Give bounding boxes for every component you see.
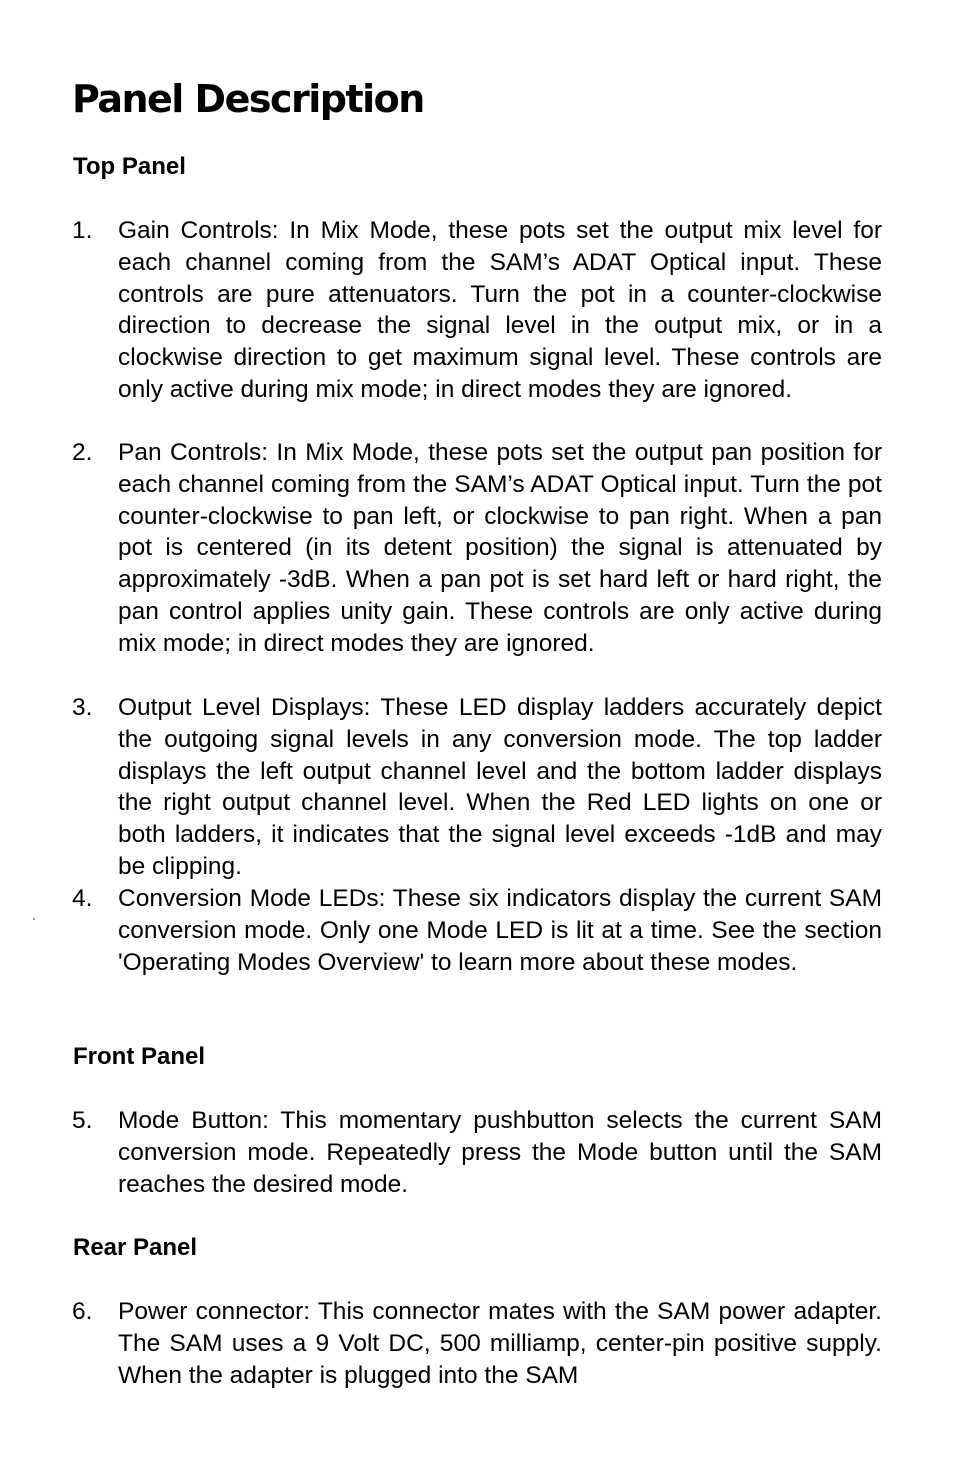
- page-title: Panel Description: [72, 77, 424, 121]
- list-item-number: 3.: [72, 694, 93, 721]
- scan-speck: [33, 918, 35, 920]
- list-item-6: [72, 1296, 882, 1391]
- list-item-text: Gain Controls: In Mix Mode, these pots set the output mix level for each channel coming from the SAM’s ADAT Optical input. These controls are pure attenuators. Turn the pot in a counter-clockwise direction to decrease the signal level in the output mix, or in a clockwise direction to get maximum signal level. These controls are only active during mix mode; in direct modes they are ignored.: [118, 217, 882, 403]
- list-item-text: Output Level Displays: These LED display ladders accurately depict the outgoing signal levels in any conversion mode. The top ladder displays the left output channel level and the bottom ladder displays the right output channel level. When the Red LED lights on one or both ladders, it indicates that the signal level exceeds -1dB and may be clipping.: [118, 694, 882, 880]
- list-item-number: 6.: [72, 1298, 93, 1325]
- list-item-5: [72, 1105, 882, 1200]
- list-item-4: [72, 883, 882, 978]
- list-item-text: Conversion Mode LEDs: These six indicators display the current SAM conversion mode. Only one Mode LED is lit at a time. See the section 'Operating Modes Overview' to learn more about these modes.: [118, 885, 882, 976]
- section-heading-front-panel: Front Panel: [73, 1043, 206, 1070]
- list-item-text: Power connector: This connector mates with the SAM power adapter. The SAM uses a 9 Volt DC, 500 milliamp, center-pin positive supply. When the adapter is plugged into the SAM: [118, 1298, 882, 1389]
- list-item-number: 4.: [72, 885, 93, 912]
- list-item-2: [72, 437, 882, 660]
- list-item-text: Pan Controls: In Mix Mode, these pots set the output pan position for each channel coming from the SAM’s ADAT Optical input. Turn the pot counter-clockwise to pan left, or clockwise to pan right. When a pan pot is centered (in its detent position) the signal is attenuated by approximately -3dB. When a pan pot is set hard left or hard right, the pan control applies unity gain. These controls are only active during mix mode; in direct modes they are ignored.: [118, 439, 882, 657]
- section-heading-top-panel: Top Panel: [73, 153, 186, 180]
- section-heading-rear-panel: Rear Panel: [73, 1234, 198, 1261]
- list-item-3: [72, 692, 882, 883]
- list-item-number: 5.: [72, 1107, 93, 1134]
- list-item-1: [72, 215, 882, 406]
- list-item-text: Mode Button: This momentary pushbutton selects the current SAM conversion mode. Repeatedly press the Mode button until the SAM reaches the desired mode.: [118, 1107, 882, 1198]
- list-item-number: 2.: [72, 439, 93, 466]
- list-item-number: 1.: [72, 217, 93, 244]
